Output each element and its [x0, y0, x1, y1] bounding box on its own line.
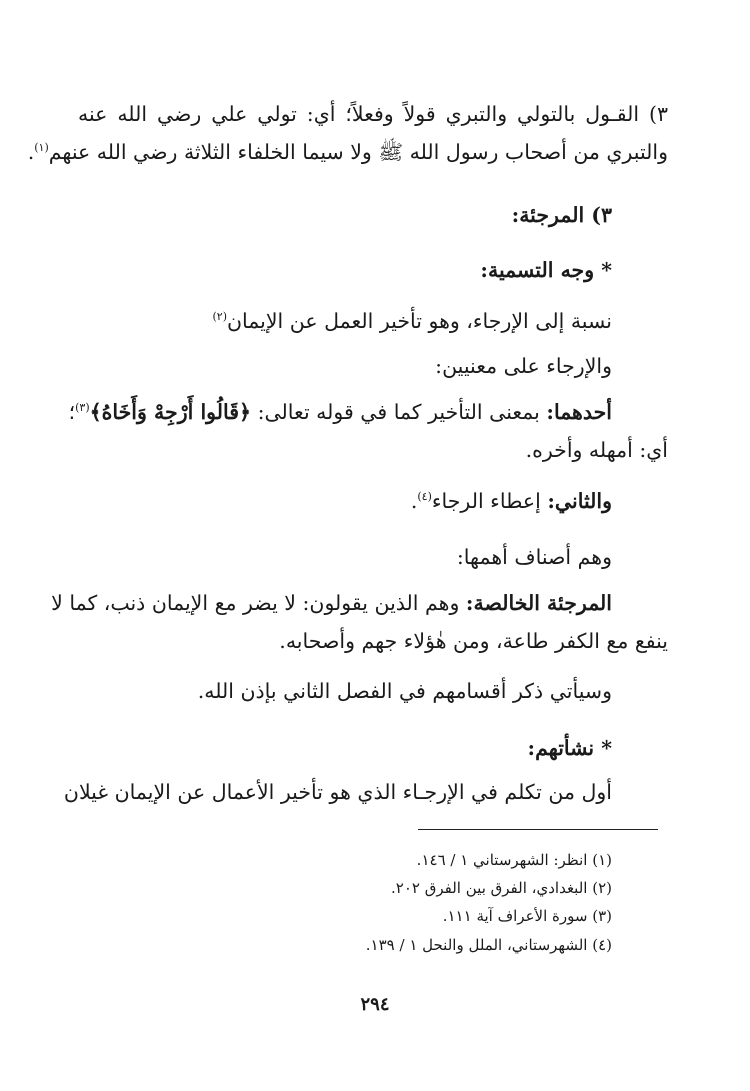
quran-quote: ﴿قَالُوا أَرْجِهْ وَأَخَاهُ﴾: [89, 400, 252, 424]
paragraph-line: ٣) القـول بالتولي والتبري قولاً وفعلاً؛ أي: تولي علي رضي الله عنه: [78, 102, 668, 126]
footnote: (١) انظر: الشهرستاني ١ / ١٤٦.: [416, 851, 612, 869]
footnote-ref: (٣): [75, 401, 90, 415]
footnote-ref: (٢): [212, 310, 227, 324]
term-label: المرجئة الخالصة:: [465, 591, 612, 615]
paragraph-text: بمعنى التأخير كما في قوله تعالى:: [257, 400, 540, 424]
subheading-naming: * وجه التسمية:: [480, 258, 612, 282]
paragraph-line: والتبري من أصحاب رسول الله ﷺ ولا سيما الخلفاء الثلاثة رضي الله عنهم$^{(١)}$.: [27, 140, 668, 164]
paragraph-text: نسبة إلى الإرجاء، وهو تأخير العمل عن الإيمان: [227, 309, 612, 333]
section-heading: ٣) المرجئة:: [511, 203, 612, 227]
footnote: (٢) البغدادي، الفرق بين الفرق ٢٠٢.: [391, 879, 612, 897]
paragraph-text: والتبري من أصحاب رسول الله ﷺ ولا سيما الخلفاء الثلاثة رضي الله عنهم: [48, 140, 668, 164]
paragraph-line: [51, 589, 612, 617]
subheading-origin: * نشأتهم:: [527, 736, 612, 760]
paragraph-line: وهم أصناف أهمها:: [456, 545, 612, 569]
paragraph-line: أي: أمهله وأخره.: [525, 438, 668, 462]
paragraph-text: إعطاء الرجاء: [431, 489, 541, 513]
term-label: والثاني:: [547, 489, 612, 513]
footnote-ref: (٤): [417, 490, 432, 504]
punctuation: ؛: [68, 400, 76, 424]
footnote-ref: (١): [34, 141, 49, 155]
punctuation: .: [410, 489, 418, 513]
footnote-separator: [418, 829, 658, 830]
paragraph-line: والإرجاء على معنيين:: [435, 354, 612, 378]
paragraph-text: وهم الذين يقولون: لا يضر مع الإيمان ذنب، كما لا: [51, 591, 460, 615]
paragraph-line: [212, 307, 612, 335]
paragraph-line: ينفع مع الكفر طاعة، ومن هٰؤلاء جهم وأصحابه.: [279, 629, 668, 653]
term-label: أحدهما:: [546, 400, 612, 424]
paragraph-line: أول من تكلم في الإرجـاء الذي هو تأخير الأعمال عن الإيمان غيلان: [63, 780, 612, 804]
paragraph-line: [68, 398, 612, 426]
paragraph-line: [411, 487, 612, 515]
footnote: (٤) الشهرستاني، الملل والنحل ١ / ١٣٩.: [365, 936, 612, 954]
page-number: ٢٩٤: [360, 994, 390, 1015]
paragraph-line: وسيأتي ذكر أقسامهم في الفصل الثاني بإذن الله.: [197, 679, 612, 703]
footnote: (٣) سورة الأعراف آية ١١١.: [442, 907, 612, 925]
